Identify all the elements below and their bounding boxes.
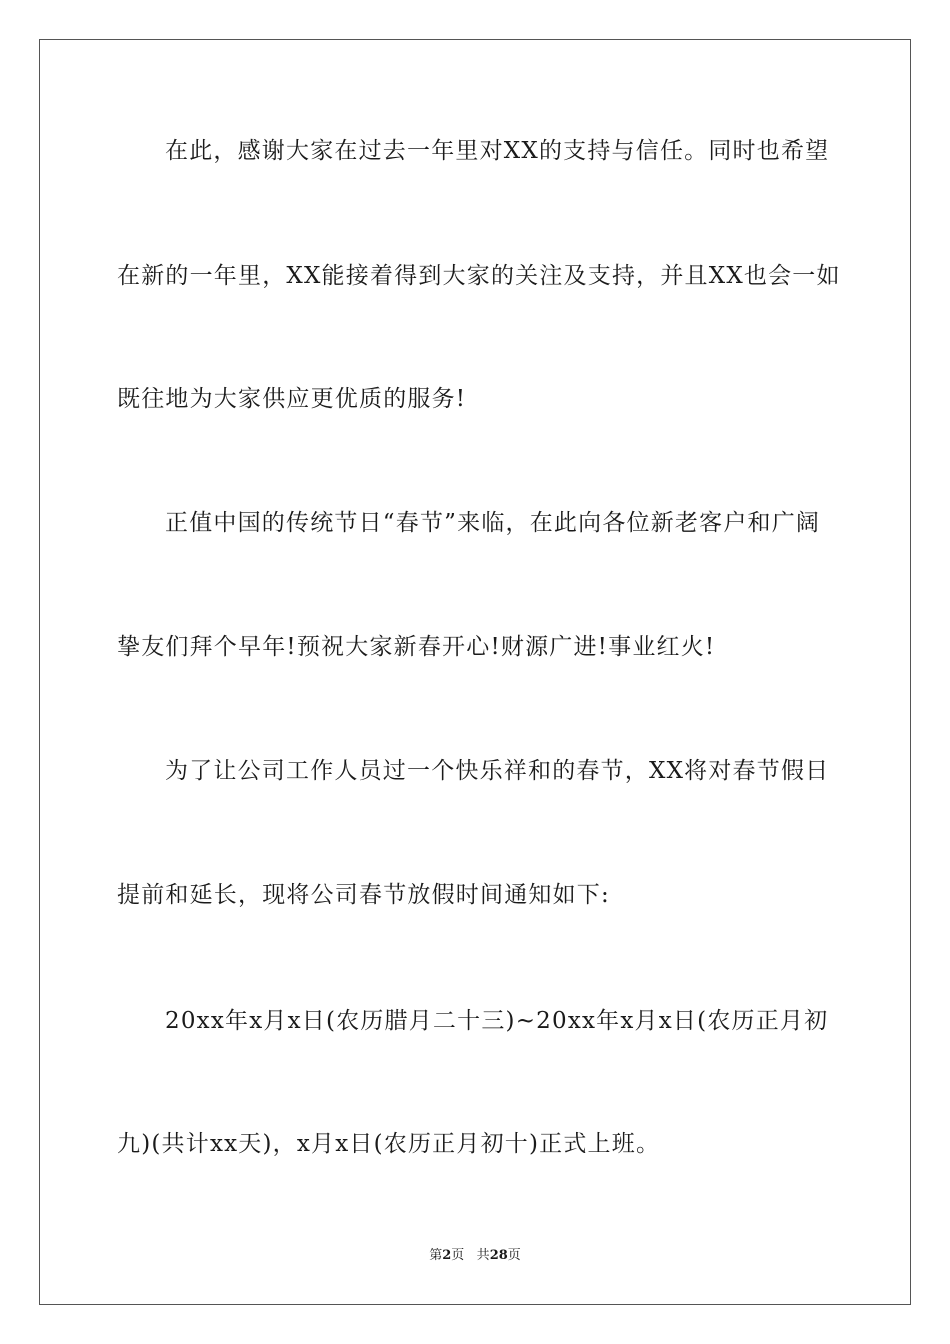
footer-total-pages: 28 <box>489 1248 508 1263</box>
page-border <box>39 39 911 1305</box>
footer-page-suffix: 页 <box>451 1248 465 1263</box>
paragraph-3-line-2: 提前和延长，现将公司春节放假时间通知如下: <box>117 882 610 908</box>
paragraph-1-line-3: 既往地为大家供应更优质的服务! <box>117 386 467 412</box>
paragraph-2-line-2: 挚友们拜个早年!预祝大家新春开心!财源广进!事业红火! <box>117 634 716 660</box>
page-footer <box>0 1247 950 1265</box>
paragraph-4-line-2: 九)(共计xx天)，x月x日(农历正月初十)正式上班。 <box>117 1131 661 1157</box>
paragraph-2-line-1: 正值中国的传统节日“春节”来临，在此向各位新老客户和广阔 <box>165 510 821 536</box>
paragraph-3-line-1: 为了让公司工作人员过一个快乐祥和的春节，XX将对春节假日 <box>165 758 830 784</box>
footer-total-suffix: 页 <box>507 1248 521 1263</box>
paragraph-4-line-1: 20xx年x月x日(农历腊月二十三)~20xx年x月x日(农历正月初 <box>165 1008 829 1034</box>
paragraph-1-line-2: 在新的一年里，XX能接着得到大家的关注及支持，并且XX也会一如 <box>117 263 841 289</box>
footer-page-number: 2 <box>442 1248 452 1263</box>
footer-page-prefix: 第 <box>429 1248 443 1263</box>
footer-total-prefix: 共 <box>476 1248 490 1263</box>
paragraph-1-line-1: 在此，感谢大家在过去一年里对XX的支持与信任。同时也希望 <box>165 138 830 164</box>
